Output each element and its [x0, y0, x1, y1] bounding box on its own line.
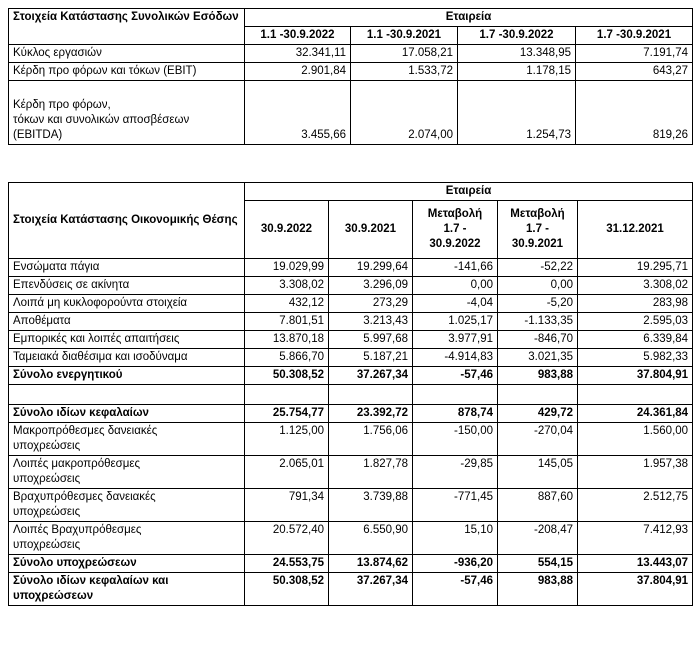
- cell-value: 1.533,72: [351, 63, 458, 81]
- cell-value: 283,98: [578, 295, 693, 313]
- table-row: [9, 331, 693, 349]
- cell-value: 7.801,51: [245, 313, 329, 331]
- row-label-line: Λοιπές Βραχυπρόθεσμες: [13, 524, 142, 536]
- cell-value: 37.267,34: [329, 573, 413, 606]
- cell-value: 25.754,77: [245, 405, 329, 423]
- income-table-title: Στοιχεία Κατάστασης Συνολικών Εσόδων: [9, 9, 245, 45]
- header-line: Μεταβολή: [427, 208, 483, 220]
- cell-value: 878,74: [413, 405, 498, 423]
- cell-value: 24.361,84: [578, 405, 693, 423]
- cell-value: 983,88: [498, 573, 578, 606]
- cell-value: 3.455,66: [245, 81, 351, 145]
- cell-value: 819,26: [576, 81, 693, 145]
- cell-value: -29,85: [413, 456, 498, 489]
- cell-value: -208,47: [498, 522, 578, 555]
- table-row: [9, 81, 693, 145]
- spacer-row: [9, 385, 693, 405]
- cell-value: -771,45: [413, 489, 498, 522]
- column-header: [498, 201, 578, 259]
- cell-value: -1.133,35: [498, 313, 578, 331]
- row-label-line: υποχρεώσεις: [13, 539, 81, 551]
- row-label-line: Βραχυπρόθεσμες δανειακές: [13, 491, 156, 503]
- cell-value: 5.866,70: [245, 349, 329, 367]
- cell-value: 3.308,02: [578, 277, 693, 295]
- row-label-line: υποχρεώσεις: [13, 506, 81, 518]
- table-row: [9, 45, 693, 63]
- row-label: Ενσώματα πάγια: [9, 259, 245, 277]
- row-label: Σύνολο υποχρεώσεων: [9, 555, 245, 573]
- cell-value: 273,29: [329, 295, 413, 313]
- cell-value: 20.572,40: [245, 522, 329, 555]
- cell-value: 32.341,11: [245, 45, 351, 63]
- cell-value: 19.299,64: [329, 259, 413, 277]
- cell-value: 3.739,88: [329, 489, 413, 522]
- cell-value: -846,70: [498, 331, 578, 349]
- cell-value: -936,20: [413, 555, 498, 573]
- cell-value: 429,72: [498, 405, 578, 423]
- cell-value: 6.550,90: [329, 522, 413, 555]
- cell-value: 3.021,35: [498, 349, 578, 367]
- row-label: Εμπορικές και λοιπές απαιτήσεις: [9, 331, 245, 349]
- table-row: [9, 456, 693, 489]
- total-liabilities-row: [9, 555, 693, 573]
- cell-value: 1.957,38: [578, 456, 693, 489]
- cell-value: 7.412,93: [578, 522, 693, 555]
- table-row: [9, 489, 693, 522]
- cell-value: -5,20: [498, 295, 578, 313]
- row-label: [9, 81, 245, 145]
- row-label: Σύνολο ιδίων κεφαλαίων: [9, 405, 245, 423]
- table-row: [9, 259, 693, 277]
- row-label-line: Μακροπρόθεσμες δανειακές: [13, 425, 158, 437]
- cell-value: 145,05: [498, 456, 578, 489]
- cell-value: 2.901,84: [245, 63, 351, 81]
- header-line: 30.9.2021: [511, 238, 564, 250]
- cell-value: 19.029,99: [245, 259, 329, 277]
- cell-value: 1.756,06: [329, 423, 413, 456]
- column-header: 1.1 -30.9.2021: [351, 27, 458, 45]
- header-line: 1.7 -: [525, 223, 549, 235]
- income-statement-table: [8, 8, 693, 145]
- cell-value: 2.074,00: [351, 81, 458, 145]
- total-equity-liabilities-row: [9, 573, 693, 606]
- row-label: [9, 522, 245, 555]
- cell-value: 13.874,62: [329, 555, 413, 573]
- cell-value: 432,12: [245, 295, 329, 313]
- cell-value: 6.339,84: [578, 331, 693, 349]
- cell-value: 5.187,21: [329, 349, 413, 367]
- column-header: [413, 201, 498, 259]
- cell-value: 13.348,95: [458, 45, 576, 63]
- cell-value: 0,00: [498, 277, 578, 295]
- row-label-line: Λοιπές μακροπρόθεσμες: [13, 458, 141, 470]
- column-header: 1.7 -30.9.2021: [576, 27, 693, 45]
- cell-value: -4.914,83: [413, 349, 498, 367]
- table-row: [9, 295, 693, 313]
- income-group-header: Εταιρεία: [245, 9, 693, 27]
- cell-value: 3.977,91: [413, 331, 498, 349]
- financial-table-title: Στοιχεία Κατάστασης Οικονομικής Θέσης: [9, 183, 245, 259]
- header-line: Μεταβολή: [510, 208, 565, 220]
- row-label: [9, 573, 245, 606]
- cell-value: 7.191,74: [576, 45, 693, 63]
- row-label-line: υποχρεώσεις: [13, 440, 81, 452]
- row-label-line: τόκων και συνολικών αποσβέσεων: [13, 114, 190, 126]
- table-row: [9, 423, 693, 456]
- header-line: 1.7 -: [443, 223, 467, 235]
- row-label: Κέρδη προ φόρων και τόκων (EBIT): [9, 63, 245, 81]
- cell-value: 2.512,75: [578, 489, 693, 522]
- cell-value: 19.295,71: [578, 259, 693, 277]
- row-label: [9, 423, 245, 456]
- cell-value: 37.267,34: [329, 367, 413, 385]
- cell-value: 50.308,52: [245, 367, 329, 385]
- cell-value: 5.997,68: [329, 331, 413, 349]
- cell-value: 2.595,03: [578, 313, 693, 331]
- cell-value: -150,00: [413, 423, 498, 456]
- total-equity-row: [9, 405, 693, 423]
- cell-value: 791,34: [245, 489, 329, 522]
- cell-value: -270,04: [498, 423, 578, 456]
- cell-value: 3.296,09: [329, 277, 413, 295]
- cell-value: -57,46: [413, 573, 498, 606]
- row-label-line: Σύνολο ιδίων κεφαλαίων και: [13, 575, 169, 587]
- cell-value: 1.178,15: [458, 63, 576, 81]
- cell-value: 15,10: [413, 522, 498, 555]
- cell-value: -141,66: [413, 259, 498, 277]
- cell-value: 23.392,72: [329, 405, 413, 423]
- cell-value: -57,46: [413, 367, 498, 385]
- row-label-line: (EBITDA): [13, 129, 63, 141]
- table-row: [9, 277, 693, 295]
- row-label-line: υποχρεώσεις: [13, 473, 81, 485]
- cell-value: 2.065,01: [245, 456, 329, 489]
- cell-value: -4,04: [413, 295, 498, 313]
- cell-value: 3.308,02: [245, 277, 329, 295]
- cell-value: 37.804,91: [578, 573, 693, 606]
- row-label: [9, 456, 245, 489]
- cell-value: 554,15: [498, 555, 578, 573]
- cell-value: 1.125,00: [245, 423, 329, 456]
- cell-value: 0,00: [413, 277, 498, 295]
- column-header: 1.7 -30.9.2022: [458, 27, 576, 45]
- row-label-line: υποχρεώσεων: [13, 590, 94, 602]
- row-label: [9, 489, 245, 522]
- row-label-line: Κέρδη προ φόρων,: [13, 99, 111, 111]
- cell-value: -52,22: [498, 259, 578, 277]
- table-row: [9, 313, 693, 331]
- total-assets-row: [9, 367, 693, 385]
- cell-value: 50.308,52: [245, 573, 329, 606]
- cell-value: 1.560,00: [578, 423, 693, 456]
- cell-value: 37.804,91: [578, 367, 693, 385]
- cell-value: 13.870,18: [245, 331, 329, 349]
- financial-position-table: [8, 182, 693, 606]
- row-label: Λοιπά μη κυκλοφορούντα στοιχεία: [9, 295, 245, 313]
- table-row: [9, 349, 693, 367]
- cell-value: 1.254,73: [458, 81, 576, 145]
- header-line: 30.9.2022: [429, 238, 481, 250]
- row-label: Αποθέματα: [9, 313, 245, 331]
- cell-value: 1.827,78: [329, 456, 413, 489]
- financial-group-header: Εταιρεία: [245, 183, 693, 201]
- cell-value: 24.553,75: [245, 555, 329, 573]
- column-header: 31.12.2021: [578, 201, 693, 259]
- cell-value: 17.058,21: [351, 45, 458, 63]
- cell-value: 13.443,07: [578, 555, 693, 573]
- cell-value: 3.213,43: [329, 313, 413, 331]
- cell-value: 5.982,33: [578, 349, 693, 367]
- cell-value: 887,60: [498, 489, 578, 522]
- column-header: 30.9.2021: [329, 201, 413, 259]
- row-label: Κύκλος εργασιών: [9, 45, 245, 63]
- cell-value: 1.025,17: [413, 313, 498, 331]
- row-label: Σύνολο ενεργητικού: [9, 367, 245, 385]
- cell-value: 983,88: [498, 367, 578, 385]
- column-header: 30.9.2022: [245, 201, 329, 259]
- row-label: Ταμειακά διαθέσιμα και ισοδύναμα: [9, 349, 245, 367]
- column-header: 1.1 -30.9.2022: [245, 27, 351, 45]
- row-label: Επενδύσεις σε ακίνητα: [9, 277, 245, 295]
- table-row: [9, 522, 693, 555]
- cell-value: 643,27: [576, 63, 693, 81]
- table-row: [9, 63, 693, 81]
